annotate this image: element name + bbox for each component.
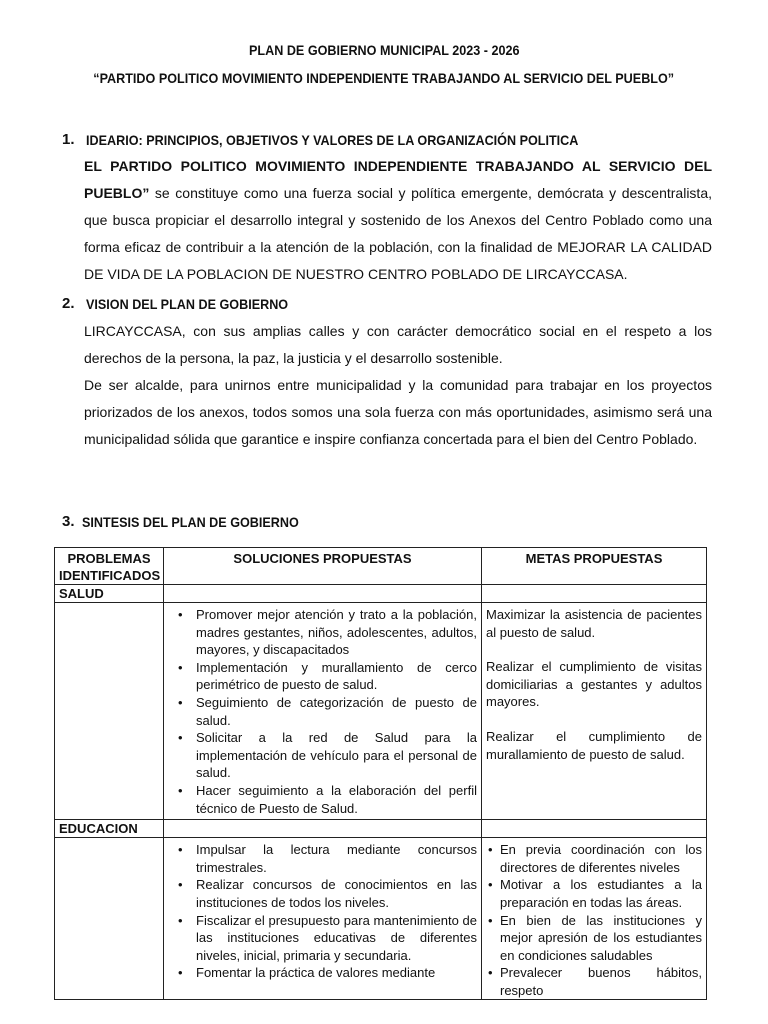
educacion-goals [482, 838, 707, 1000]
section-3-number: 3. [62, 513, 75, 530]
list-item: • Realizar concursos de conocimientos en las instituciones de todos los niveles. [196, 876, 477, 911]
list-item: • En previa coordinación con los directores de diferentes niveles [500, 841, 702, 876]
table-header-row [55, 548, 707, 585]
section-1-title: IDEARIO: PRINCIPIOS, OBJETIVOS Y VALORES DE LA ORGANIZACIÓN POLITICA [86, 132, 579, 148]
category-row-educacion [55, 820, 707, 838]
table-row-educacion [55, 838, 707, 1000]
list-item: • Motivar a los estudiantes a la preparación en todas las áreas. [500, 876, 702, 911]
section-3-title: SINTESIS DEL PLAN DE GOBIERNO [82, 514, 299, 530]
section-1-number: 1. [62, 131, 75, 148]
educacion-solutions [164, 838, 482, 1000]
list-item: • Implementación y murallamiento de cerco perimétrico de puesto de salud. [196, 659, 477, 694]
document-subtitle: “PARTIDO POLITICO MOVIMIENTO INDEPENDIENTE TRABAJANDO AL SERVICIO DEL PUEBLO” [93, 70, 675, 86]
category-row-salud [55, 585, 707, 603]
category-salud: SALUD [55, 585, 164, 603]
section-2-paragraph-2: De ser alcalde, para unirnos entre municipalidad y la comunidad para trabajar en los proyectos priorizados de los anexos, todos somos una sola fuerza con más oportunidades, asimismo será una municipalidad sólida que garantice e inspire confianza concertada para el bien del Centro Poblado. [84, 377, 712, 447]
salud-solutions [164, 603, 482, 820]
header-problems: PROBLEMAS IDENTIFICADOS [55, 548, 164, 585]
goal-text: Realizar el cumplimiento de visitas domiciliarias a gestantes y adultos mayores. [486, 659, 702, 710]
category-educacion: EDUCACION [55, 820, 164, 838]
section-1-lead: EL PARTIDO POLITICO MOVIMIENTO INDEPENDIENTE TRABAJANDO AL SERVICIO DEL PUEBLO” [84, 158, 712, 201]
list-item: • Hacer seguimiento a la elaboración del perfil técnico de Puesto de Salud. [196, 782, 477, 817]
goal-text: Realizar el cumplimiento de murallamiento de puesto de salud. [486, 728, 702, 762]
section-2-number: 2. [62, 295, 75, 312]
section-2-paragraph-1: LIRCAYCCASA, con sus amplias calles y con carácter democrático social en el respeto a los derechos de la persona, la paz, la justicia y el desarrollo sostenible. [84, 323, 712, 366]
list-item: • Impulsar la lectura mediante concursos trimestrales. [196, 841, 477, 876]
section-2-title: VISION DEL PLAN DE GOBIERNO [86, 296, 289, 312]
list-item: • Prevalecer buenos hábitos, respeto [500, 964, 702, 999]
list-item: • Seguimiento de categorización de puesto de salud. [196, 694, 477, 729]
table-row-salud [55, 603, 707, 820]
section-1-body: se constituye como una fuerza social y política emergente, demócrata y descentralista, que busca propiciar el desarrollo integral y sostenido de los Anexos del Centro Poblado como una forma eficaz de contribuir a la atención de la población, con la finalidad de MEJORAR LA CALIDAD DE VIDA DE LA POBLACION DE NUESTRO CENTRO POBLADO DE LIRCAYCCASA. [84, 185, 712, 282]
list-item: • En bien de las instituciones y mejor apresión de los estudiantes en condiciones saludables [500, 912, 702, 965]
goal-text: Maximizar la asistencia de pacientes al puesto de salud. [486, 607, 702, 640]
list-item: • Solicitar a la red de Salud para la implementación de vehículo para el personal de salud. [196, 729, 477, 782]
salud-goals [482, 603, 707, 820]
section-1-paragraph [84, 153, 712, 288]
header-solutions: SOLUCIONES PROPUESTAS [164, 548, 482, 585]
list-item: • Promover mejor atención y trato a la población, madres gestantes, niños, adolescentes, adultos, mayores, y discapacitados [196, 606, 477, 659]
plan-summary-table [54, 547, 707, 1000]
list-item: • Fiscalizar el presupuesto para mantenimiento de las instituciones educativas de diferentes niveles, inicial, primaria y secundaria. [196, 912, 477, 965]
document-title: PLAN DE GOBIERNO MUNICIPAL 2023 - 2026 [248, 42, 520, 58]
header-goals: METAS PROPUESTAS [482, 548, 707, 585]
list-item: • Fomentar la práctica de valores mediante [196, 964, 477, 982]
